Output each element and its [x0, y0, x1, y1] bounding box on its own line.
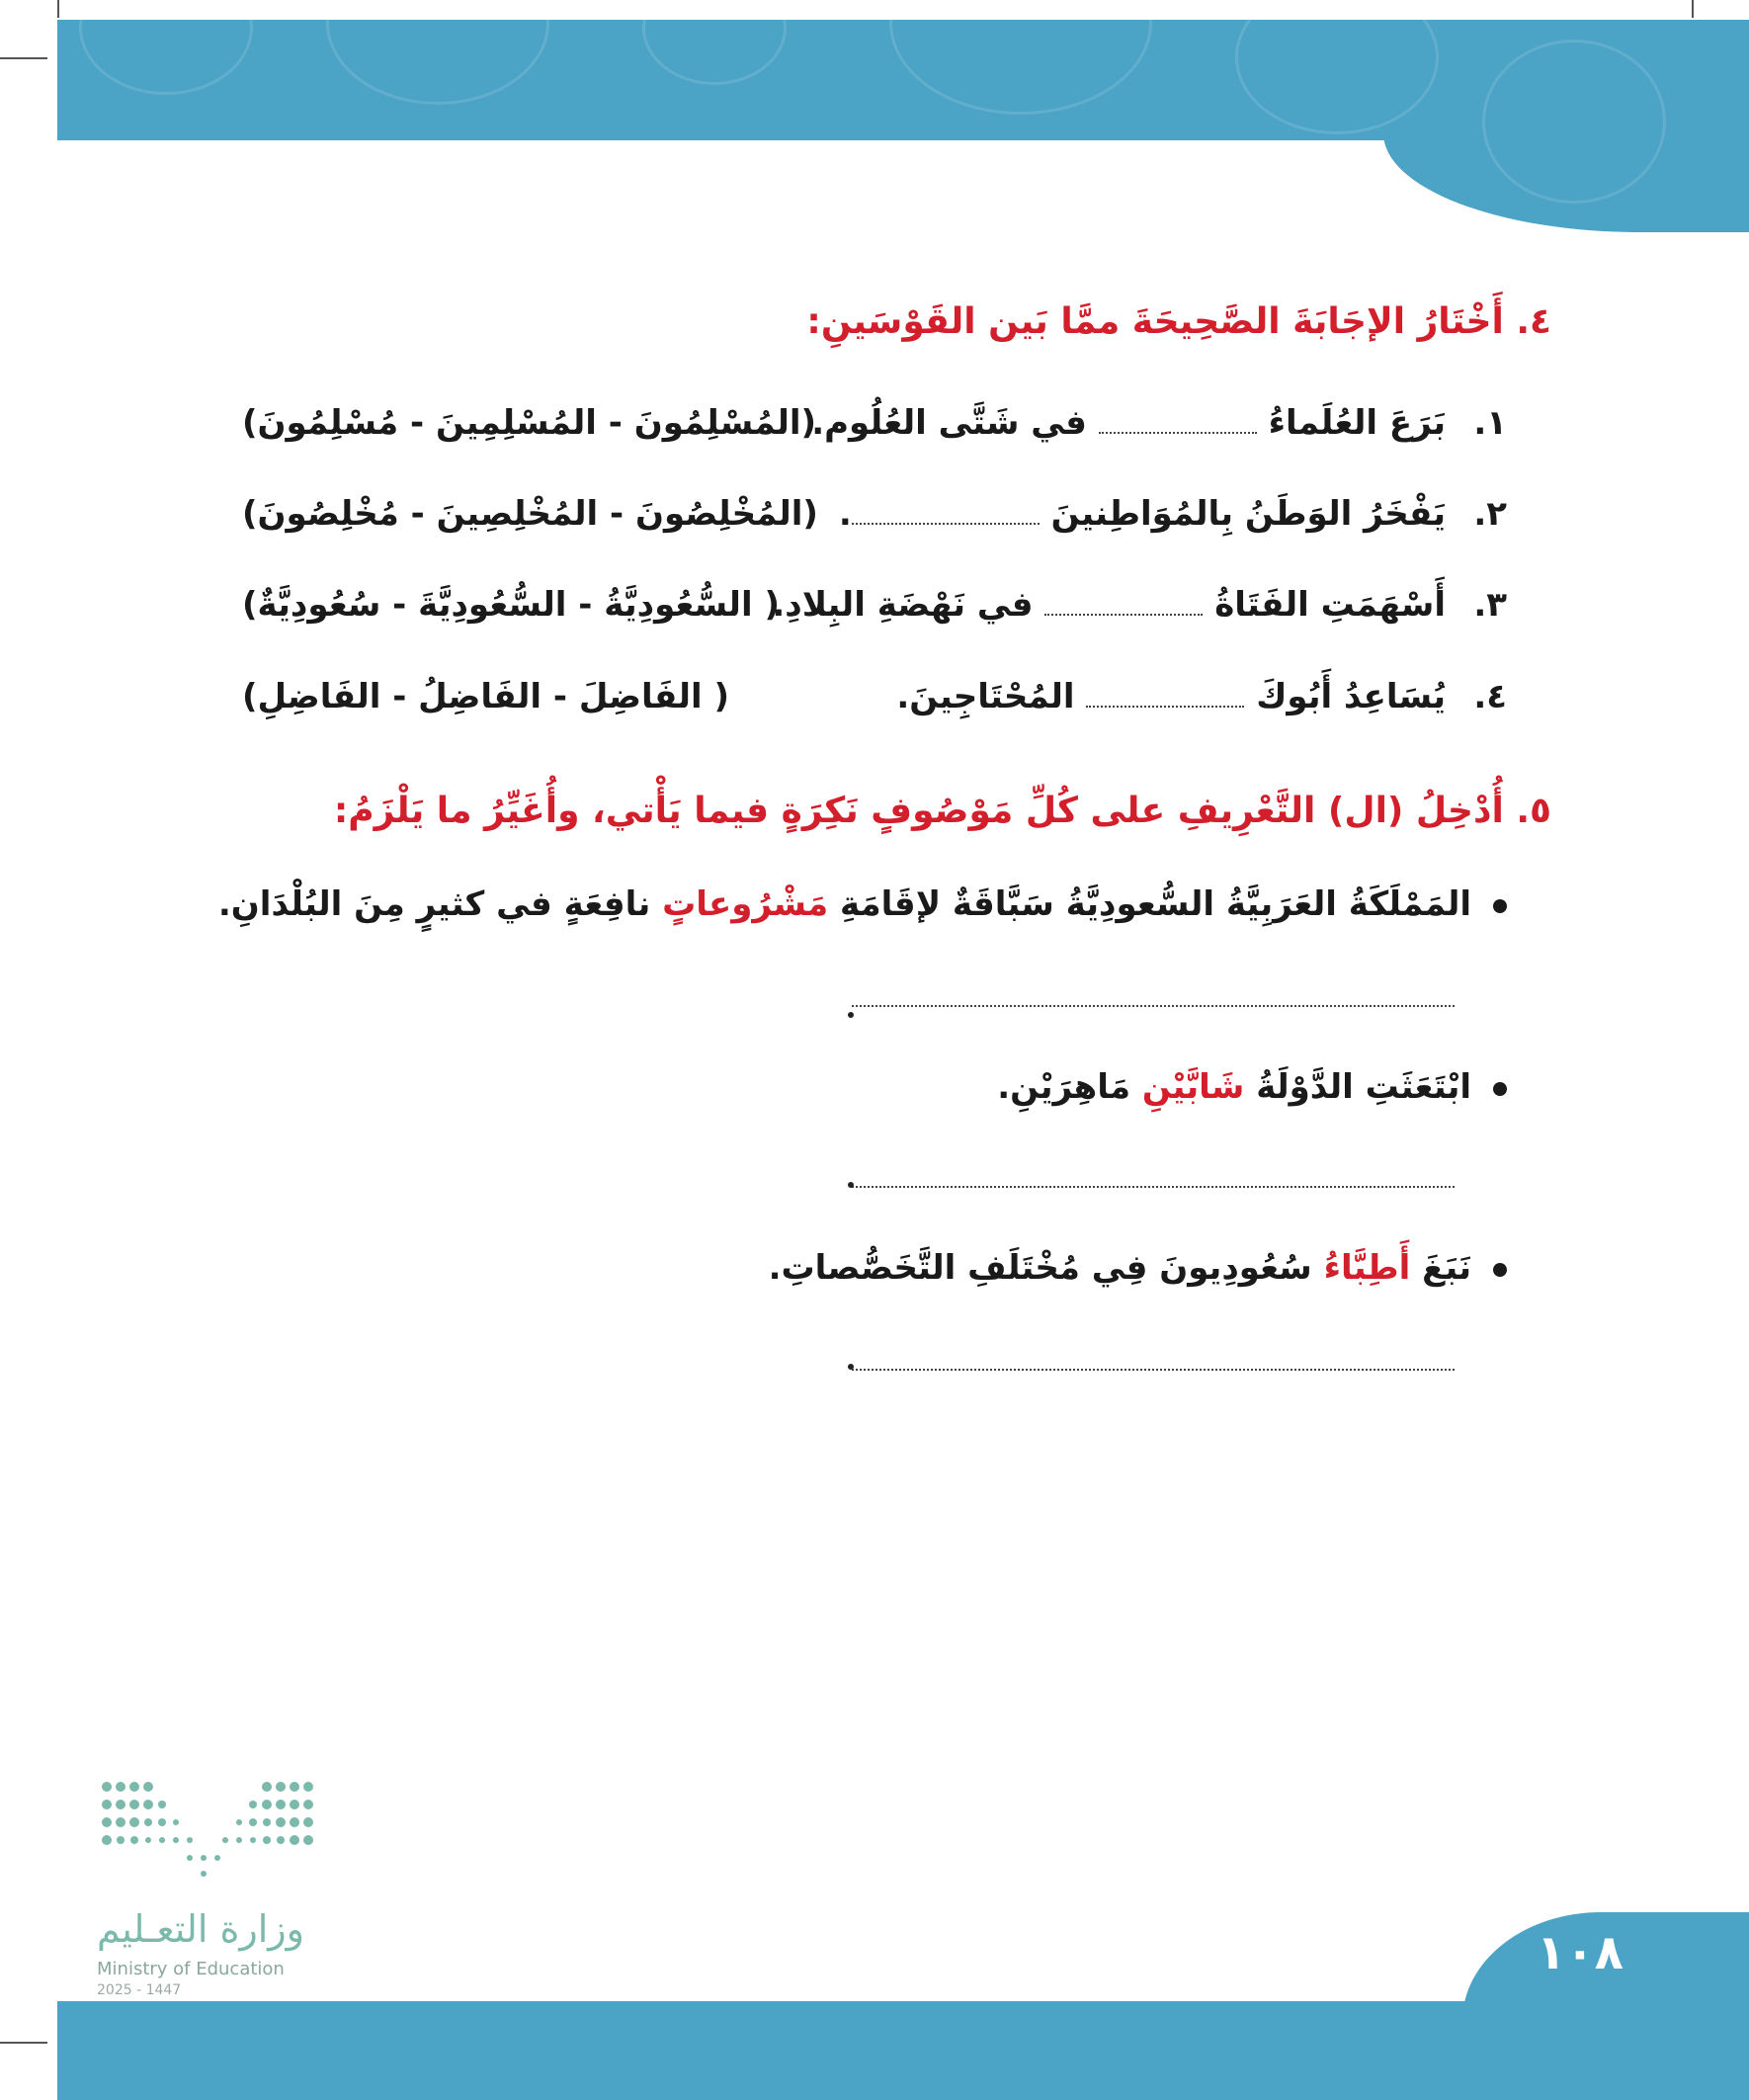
question-number: ١.	[1473, 403, 1507, 443]
answer-options: ( الفَاضِلَ - الفَاضِلُ - الفَاضِلِ)	[242, 677, 730, 716]
sentence-item	[769, 1248, 1507, 1288]
highlighted-word: مَشْرُوعاتٍ	[662, 884, 829, 924]
bullet-icon	[1493, 1082, 1507, 1096]
answer-options: (المُخْلِصُونَ - المُخْلِصِينَ - مُخْلِصُونَ)	[242, 494, 818, 534]
sentence-text: نافِعَةٍ في كثيرٍ مِنَ البُلْدَانِ.	[217, 884, 663, 924]
sentence-text: سُعُودِيونَ فِي مُخْتَلَفِ التَّخَصُّصاتِ.	[768, 1248, 1324, 1288]
footer-bar	[57, 2001, 1749, 2100]
ministry-logo-icon	[99, 1777, 316, 1886]
question-text: يَفْخَرُ الوَطَنُ بِالمُوَاطِنينَ .	[838, 494, 1446, 534]
edition-year: 2025 - 1447	[97, 1982, 182, 1998]
answer-line-end-dot	[848, 1182, 854, 1188]
blank-line[interactable]	[1044, 586, 1203, 616]
question-row	[242, 494, 1507, 553]
crop-mark-tr-v	[1692, 0, 1694, 18]
question-text: بَرَعَ العُلَماءُ في شَتَّى العُلُوم.	[811, 403, 1446, 443]
blank-line[interactable]	[1086, 678, 1244, 708]
sentence-text: مَاهِرَيْنِ.	[997, 1067, 1142, 1107]
crop-mark-tl-v	[57, 0, 59, 18]
answer-line[interactable]	[852, 1184, 1455, 1188]
bullet-icon	[1493, 899, 1507, 913]
answer-options: ( السُّعُودِيَّةُ - السُّعُودِيَّةَ - سُعُودِيَّةٌ)	[242, 585, 780, 625]
answer-line[interactable]	[852, 1003, 1455, 1007]
bullet-icon	[1493, 1263, 1507, 1277]
answer-line[interactable]	[852, 1367, 1455, 1371]
question-text: يُسَاعِدُ أَبُوكَ المُحْتَاجِينَ.	[896, 677, 1446, 716]
crop-mark-bl-h	[0, 2042, 47, 2044]
page-number: ١٠٨	[1537, 1925, 1624, 1980]
question-text: أَسْهَمَتِ الفَتَاةُ في نَهْضَةِ البِلادِ.	[772, 585, 1446, 625]
question-row	[242, 677, 1507, 736]
question-row	[242, 585, 1507, 644]
sentence-item	[218, 884, 1507, 924]
ministry-name-english: Ministry of Education	[97, 1959, 285, 1979]
sentence-text: المَمْلَكَةُ العَرَبِيَّةُ السُّعودِيَّةُ سَبَّاقَةٌ لإقَامَةِ	[828, 884, 1471, 924]
answer-line-end-dot	[848, 1012, 854, 1018]
question-number: ٣.	[1473, 585, 1507, 625]
question-row	[242, 403, 1507, 462]
question-number: ٢.	[1473, 494, 1507, 534]
ministry-name-arabic: وزارة التعـليم	[97, 1907, 305, 1951]
answer-line-end-dot	[848, 1364, 854, 1370]
sentence-text: ابْتَعَثَتِ الدَّوْلَةُ	[1244, 1067, 1471, 1107]
sentence-text: نَبَغَ	[1410, 1248, 1471, 1288]
answer-options: (المُسْلِمُونَ - المُسْلِمِينَ - مُسْلِمُونَ)	[242, 403, 817, 443]
banner-pattern	[1482, 40, 1666, 204]
question-number: ٤.	[1473, 677, 1507, 716]
crop-mark-tl-h	[0, 57, 47, 59]
exercise-5-heading: ٥. أُدْخِلُ (ال) التَّعْرِيفِ على كُلِّ مَوْصُوفٍ نَكِرَةٍ فيما يَأْتي، وأُغَيِّرُ ما يَلْزَمُ:	[333, 791, 1551, 831]
highlighted-word: أَطِبَّاءُ	[1323, 1248, 1411, 1288]
blank-line[interactable]	[852, 495, 1040, 525]
exercise-4-heading: ٤. أَخْتَارُ الإجَابَةَ الصَّحِيحَةَ ممَّا بَين القَوْسَينِ:	[806, 301, 1551, 342]
sentence-item	[997, 1067, 1507, 1107]
highlighted-word: شَابَّيْنِ	[1141, 1067, 1245, 1107]
blank-line[interactable]	[1099, 404, 1257, 434]
